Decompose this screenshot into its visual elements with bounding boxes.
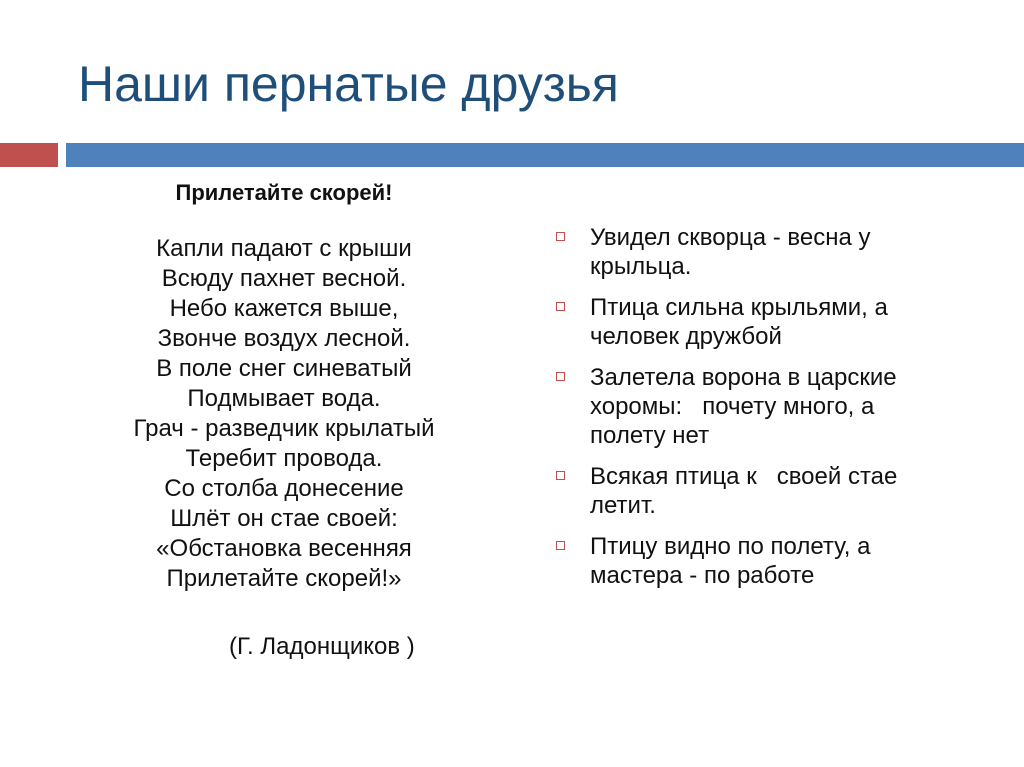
poem-line: Теребит провода.	[185, 445, 383, 472]
proverb-line: Залетела ворона в царские	[590, 364, 897, 391]
proverb-line: летит.	[590, 492, 656, 519]
poem-line: Подмывает вода.	[187, 385, 381, 412]
poem-line: Небо кажется выше,	[169, 295, 399, 322]
proverb-line: крыльца.	[590, 253, 692, 280]
proverbs-list	[556, 223, 996, 602]
proverb-line: Птица сильна крыльями, а	[590, 294, 888, 321]
poem-line: Капли падают с крыши	[156, 235, 412, 262]
poem-author: (Г. Ладонщиков )	[229, 633, 415, 660]
proverb-line: полету нет	[590, 422, 710, 449]
poem-line: Грач - разведчик крылатый	[133, 415, 435, 442]
proverb-line: Всякая птица к своей стае	[590, 463, 898, 490]
hollow-square-icon	[556, 372, 565, 381]
poem-line: Шлёт он стае своей:	[170, 505, 398, 532]
proverb-line: человек дружбой	[590, 323, 782, 350]
poem-line: «Обстановка весенняя	[156, 535, 412, 562]
poem-block	[84, 178, 484, 594]
poem-lines	[84, 234, 484, 594]
poem-line: Всюду пахнет весной.	[161, 265, 407, 292]
proverb-item	[556, 532, 996, 590]
proverb-line: мастера - по работе	[590, 562, 815, 589]
proverb-line: хоромы: почету много, а	[590, 393, 875, 420]
proverb-item	[556, 223, 996, 281]
poem-line: Со столба донесение	[164, 475, 404, 502]
poem-heading: Прилетайте скорей!	[175, 180, 393, 205]
hollow-square-icon	[556, 302, 565, 311]
proverb-item	[556, 293, 996, 351]
poem-line: Звонче воздух лесной.	[157, 325, 411, 352]
poem-line: В поле снег синеватый	[156, 355, 412, 382]
poem-line: Прилетайте скорей!»	[166, 565, 402, 592]
accent-bar-blue	[66, 143, 1024, 167]
hollow-square-icon	[556, 541, 565, 550]
proverb-line: Увидел скворца - весна у	[590, 224, 871, 251]
hollow-square-icon	[556, 232, 565, 241]
hollow-square-icon	[556, 471, 565, 480]
proverb-item	[556, 363, 996, 450]
slide-title: Наши пернатые друзья	[78, 56, 619, 112]
accent-bar-red	[0, 143, 58, 167]
proverb-item	[556, 462, 996, 520]
proverb-line: Птицу видно по полету, а	[590, 533, 871, 560]
